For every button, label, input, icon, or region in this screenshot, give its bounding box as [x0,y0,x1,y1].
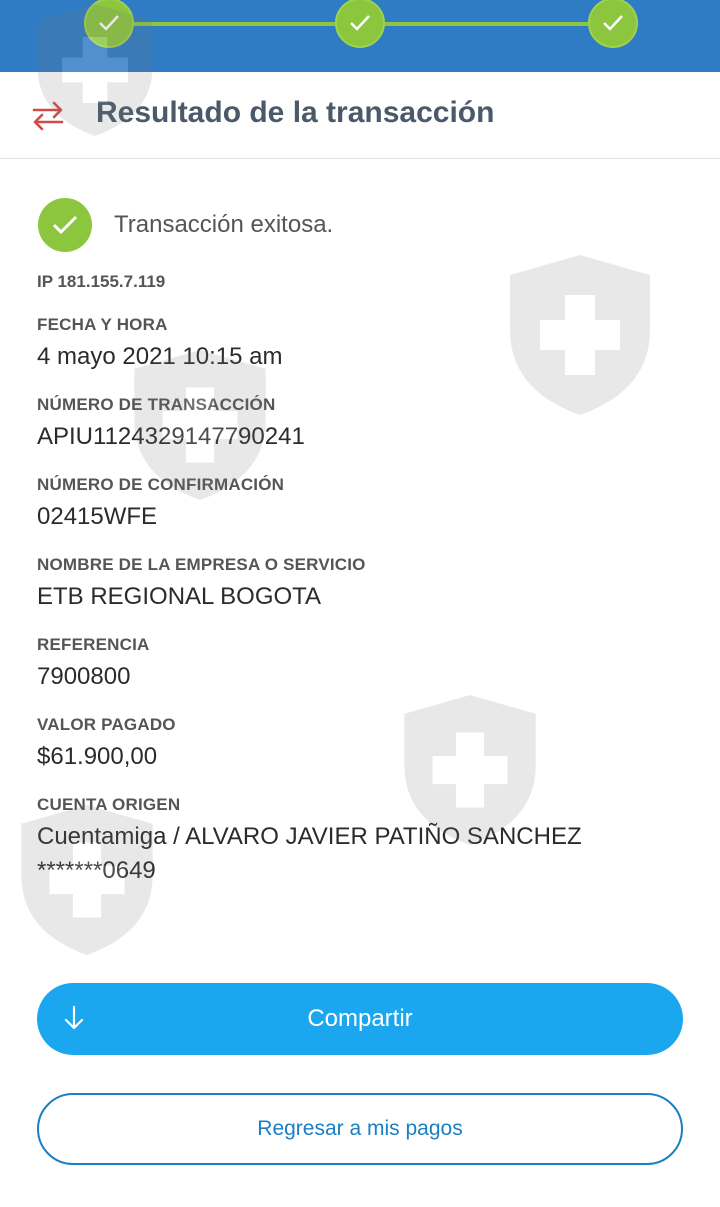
page-header [0,72,720,159]
detail-empresa [37,555,366,611]
arrow-down-icon [63,1005,85,1038]
detail-value: APIU1124329147790241 [37,423,305,450]
share-label: Compartir [307,1005,413,1032]
check-icon [602,14,624,32]
share-button[interactable] [37,983,683,1055]
step-complete-3 [588,0,638,48]
check-icon [349,14,371,32]
check-circle-icon [38,198,92,252]
progress-bar [0,0,720,72]
step-complete-2 [335,0,385,48]
detail-label: NÚMERO DE TRANSACCIÓN [37,395,276,414]
status-text: Transacción exitosa. [114,211,334,238]
detail-value: 7900800 [37,663,131,690]
detail-value: Cuentamiga / ALVARO JAVIER PATIÑO SANCHEZ [37,823,582,850]
detail-value: $61.900,00 [37,743,158,770]
progress-line [130,22,336,26]
progress-line [382,22,588,26]
detail-valor [37,715,176,771]
detail-label: VALOR PAGADO [37,715,176,734]
detail-value: 02415WFE [37,503,158,530]
detail-label: CUENTA ORIGEN [37,795,181,814]
account-number: *******0649 [37,857,156,884]
detail-label: NÚMERO DE CONFIRMACIÓN [37,475,285,494]
transfer-arrows-icon [30,98,66,139]
detail-label: REFERENCIA [37,635,150,654]
step-complete-1 [84,0,134,48]
back-label: Regresar a mis pagos [257,1117,463,1140]
page-title: Resultado de la transacción [96,96,495,129]
detail-transaccion [37,395,305,451]
detail-referencia [37,635,150,691]
ip-address: IP 181.155.7.119 [37,272,166,291]
detail-label: FECHA Y HORA [37,315,168,334]
shield-watermark-icon [500,250,660,420]
back-to-payments-button[interactable] [37,1093,683,1165]
detail-cuenta [37,795,582,885]
detail-fecha [37,315,283,371]
detail-confirmacion [37,475,284,531]
check-icon [98,14,120,32]
detail-value: ETB REGIONAL BOGOTA [37,583,322,610]
detail-value: 4 mayo 2021 10:15 am [37,343,283,370]
detail-label: NOMBRE DE LA EMPRESA O SERVICIO [37,555,366,574]
